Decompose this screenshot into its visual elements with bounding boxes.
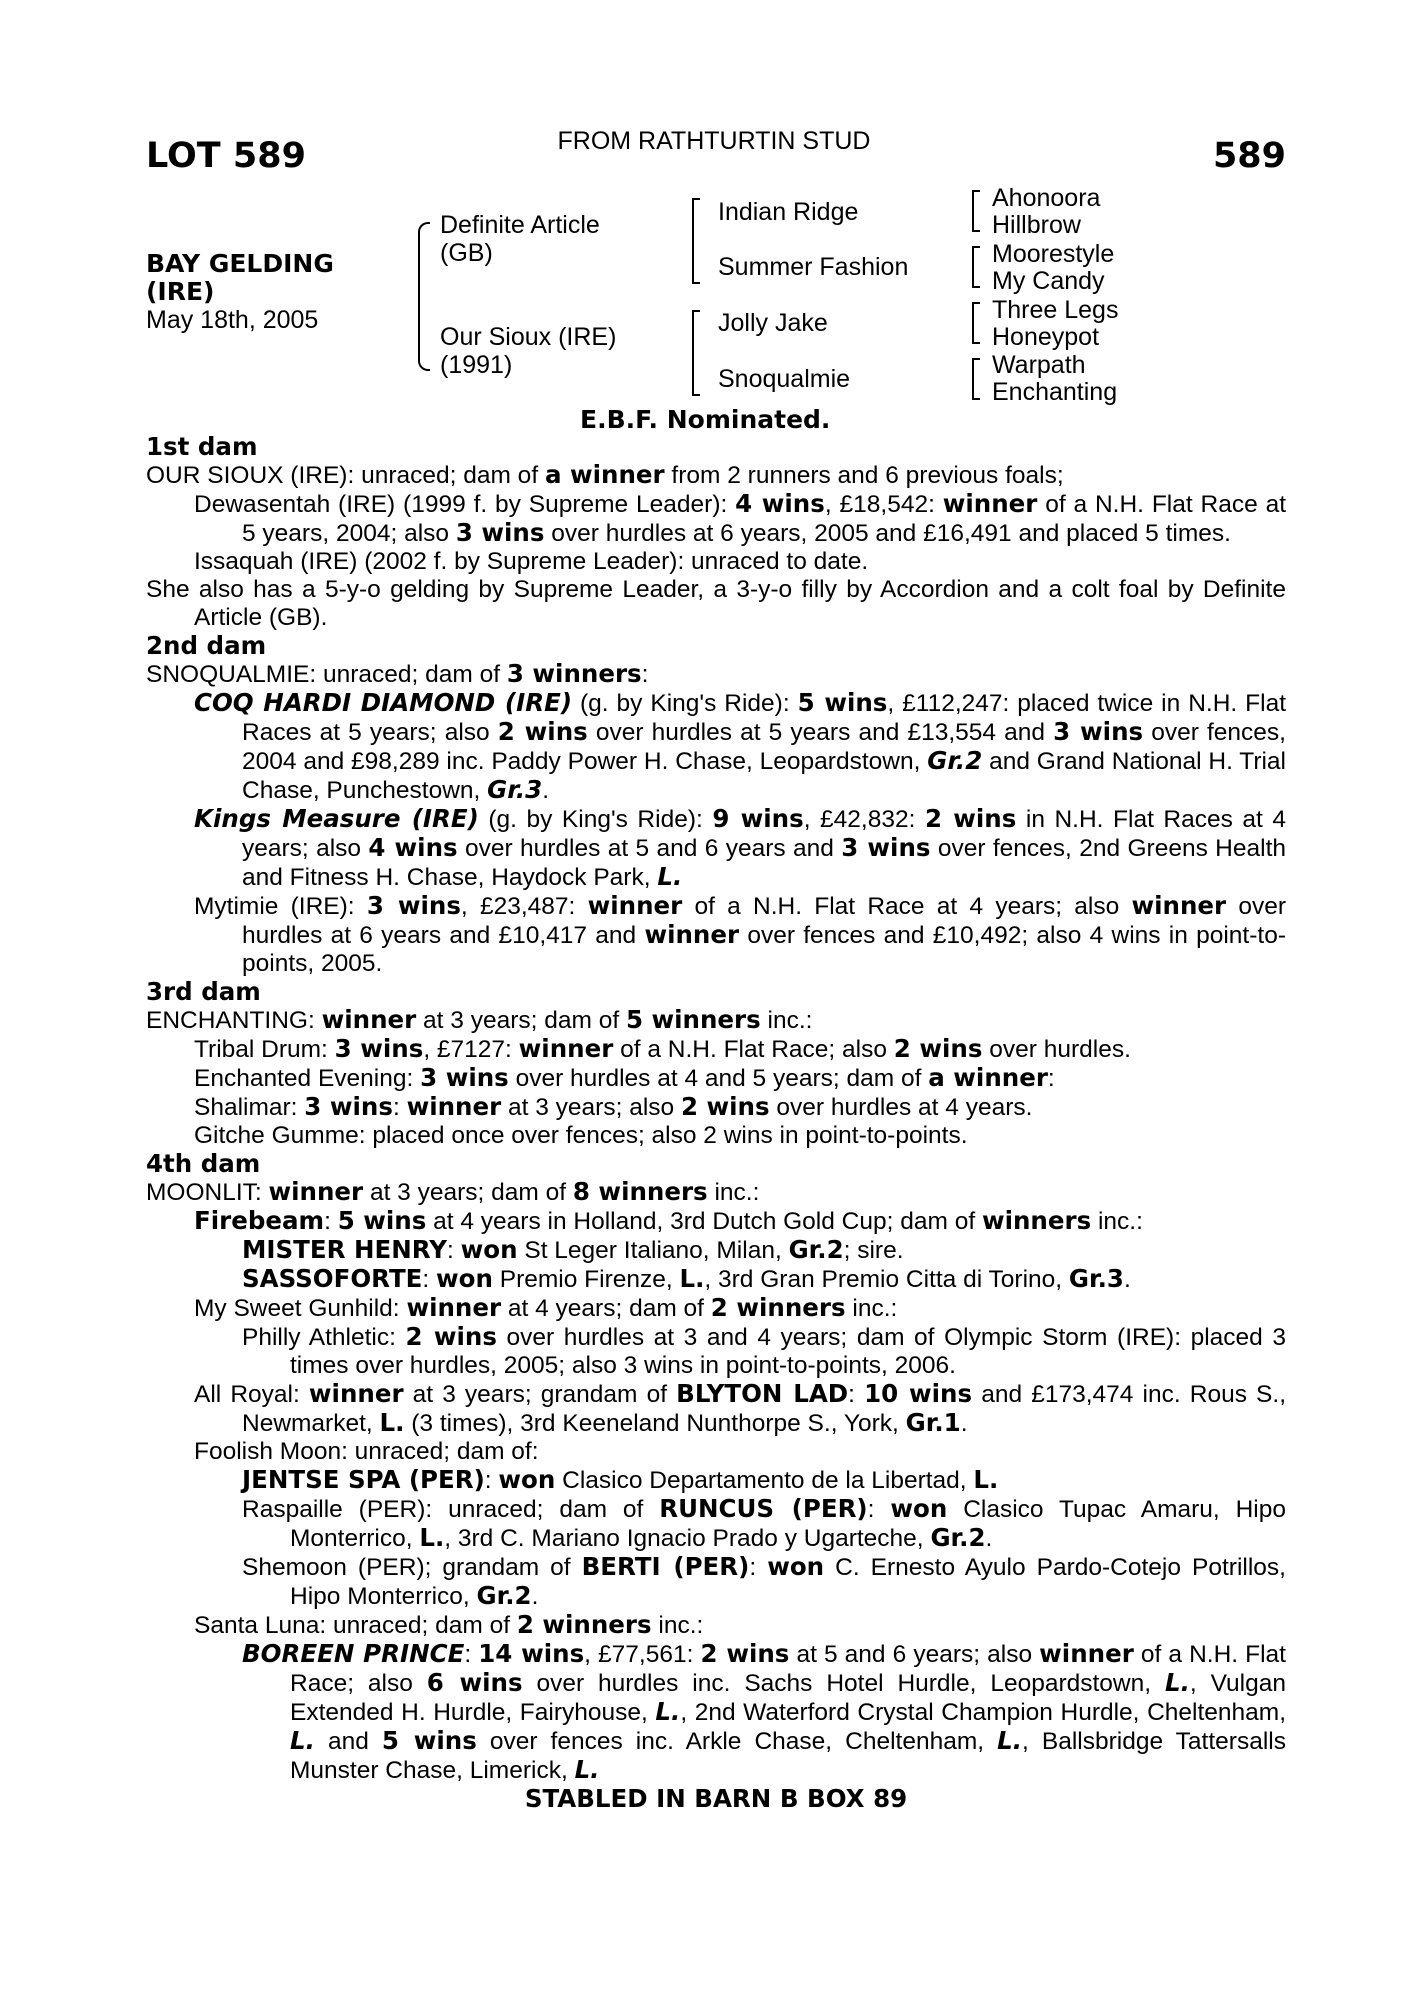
sire-name: Definite Article — [440, 211, 600, 239]
produce-entry: All Royal: winner at 3 years; grandam of BLYTON LAD: 10 wins and £173,474 inc. Rous S., Newmarket, L. (3 times), 3rd Keeneland Nunthorpe S., York, Gr.1. — [194, 1379, 1287, 1437]
gen3-2: Hillbrow — [992, 211, 1081, 239]
produce-entry: Santa Luna: unraced; dam of 2 winners inc.: — [194, 1610, 704, 1639]
dam-name: Our Sioux (IRE) — [440, 323, 617, 351]
produce-entry: Firebeam: 5 wins at 4 years in Holland, 3rd Dutch Gold Cup; dam of winners inc.: — [194, 1206, 1143, 1235]
lot-number: 589 — [1212, 136, 1286, 176]
section-heading: 4th dam — [146, 1149, 261, 1178]
foaling-date: May 18th, 2005 — [146, 306, 319, 334]
dam-sire: Jolly Jake — [718, 309, 828, 337]
dam-entry: SNOQUALMIE: unraced; dam of 3 winners: — [146, 659, 649, 688]
produce-entry: My Sweet Gunhild: winner at 4 years; dam of 2 winners inc.: — [194, 1293, 898, 1322]
brace-dd — [972, 358, 980, 400]
dam-entry: ENCHANTING: winner at 3 years; dam of 5 winners inc.: — [146, 1005, 813, 1034]
brace-sd — [972, 246, 980, 288]
brace-dam — [692, 310, 700, 396]
sire-dam: Summer Fashion — [718, 253, 909, 281]
produce-entry: BOREEN PRINCE: 14 wins, £77,561: 2 wins at 5 and 6 years; also winner of a N.H. Flat Race; also 6 wins over hurdles inc. Sachs Hotel Hurdle, Leopardstown, L., Vulgan Extended H. Hurdle, Fairyhouse, L., 2nd Waterford Crystal Champion Hurdle, Cheltenham, L. and 5 wins over fences inc. Arkle Chase, Cheltenham, L., Ballsbridge Tattersalls Munster Chase, Limerick, L. — [242, 1639, 1287, 1784]
brace-ds — [972, 302, 980, 344]
dam-year: (1991) — [440, 351, 513, 379]
brace-ss — [972, 190, 980, 232]
subject-origin: (IRE) — [146, 277, 215, 306]
section-heading: 1st dam — [146, 432, 258, 461]
produce-entry: Gitche Gumme: placed once over fences; also 2 wins in point-to-points. — [194, 1122, 968, 1149]
subject-type: BAY GELDING — [146, 249, 334, 278]
brace-gen1 — [418, 222, 430, 371]
gen3-4: My Candy — [992, 267, 1105, 295]
produce-entry: Enchanted Evening: 3 wins over hurdles at 4 and 5 years; dam of a winner: — [194, 1063, 1055, 1092]
produce-entry: SASSOFORTE: won Premio Firenze, L., 3rd Gran Premio Citta di Torino, Gr.3. — [242, 1264, 1131, 1293]
gen3-3: Moorestyle — [992, 240, 1115, 268]
gen3-8: Enchanting — [992, 378, 1118, 406]
catalogue-body — [146, 433, 1286, 1813]
produce-entry: Foolish Moon: unraced; dam of: — [194, 1438, 539, 1465]
produce-entry: Tribal Drum: 3 wins, £7127: winner of a N.H. Flat Race; also 2 wins over hurdles. — [194, 1034, 1131, 1063]
section-heading: 2nd dam — [146, 631, 267, 660]
dam-dam: Snoqualmie — [718, 365, 851, 393]
produce-entry: JENTSE SPA (PER): won Clasico Departamento de la Libertad, L. — [242, 1465, 999, 1494]
source-stud: FROM RATHTURTIN STUD — [557, 127, 871, 155]
produce-entry: Raspaille (PER): unraced; dam of RUNCUS (PER): won Clasico Tupac Amaru, Hipo Monterrico, L., 3rd C. Mariano Ignacio Prado y Ugarteche, Gr.2. — [242, 1494, 1286, 1552]
dam-entry: MOONLIT: winner at 3 years; dam of 8 winners inc.: — [146, 1177, 760, 1206]
dam-entry: OUR SIOUX (IRE): unraced; dam of a winner from 2 runners and 6 previous foals; — [146, 460, 1064, 489]
produce-entry: Philly Athletic: 2 wins over hurdles at 3 and 4 years; dam of Olympic Storm (IRE): placed 3 times over hurdles, 2005; also 3 wins in point-to-points, 2006. — [242, 1322, 1286, 1379]
ebf-status: E.B.F. Nominated. — [580, 405, 831, 434]
produce-entry: Mytimie (IRE): 3 wins, £23,487: winner of a N.H. Flat Race at 4 years; also winner over hurdles at 6 years and £10,417 and winner over fences and £10,492; also 4 wins in point-to-points, 2005. — [194, 891, 1286, 977]
produce-entry: Issaquah (IRE) (2002 f. by Supreme Leader): unraced to date. — [194, 548, 869, 575]
gen3-6: Honeypot — [992, 323, 1100, 351]
produce-entry: Dewasentah (IRE) (1999 f. by Supreme Leader): 4 wins, £18,542: winner of a N.H. Flat Race at 5 years, 2004; also 3 wins over hurdles at 6 years, 2005 and £16,491 and placed 5 times. — [194, 489, 1287, 547]
gen3-5: Three Legs — [992, 296, 1119, 324]
gen3-7: Warpath — [992, 351, 1086, 379]
stabling-info: STABLED IN BARN B BOX 89 — [524, 1784, 908, 1813]
produce-entry: MISTER HENRY: won St Leger Italiano, Milan, Gr.2; sire. — [242, 1235, 904, 1264]
subject-block — [146, 250, 334, 334]
brace-sire — [692, 198, 700, 284]
produce-entry: Shemoon (PER); grandam of BERTI (PER): won C. Ernesto Ayulo Pardo-Cotejo Potrillos, Hipo Monterrico, Gr.2. — [242, 1552, 1286, 1610]
produce-entry: Shalimar: 3 wins: winner at 3 years; also 2 wins over hurdles at 4 years. — [194, 1092, 1033, 1121]
sire-origin: (GB) — [440, 239, 493, 267]
produce-entry: Kings Measure (IRE) (g. by King's Ride): 9 wins, £42,832: 2 wins in N.H. Flat Races at 4 years; also 4 wins over hurdles at 5 and 6 years and 3 wins over fences, 2nd Greens Health and Fitness H. Chase, Haydock Park, L. — [194, 804, 1287, 891]
lot-label: LOT 589 — [146, 136, 306, 176]
produce-entry: COQ HARDI DIAMOND (IRE) (g. by King's Ride): 5 wins, £112,247: placed twice in N.H. Flat Races at 5 years; also 2 wins over hurdles at 5 years and £13,554 and 3 wins over fences, 2004 and £98,289 inc. Paddy Power H. Chase, Leopardstown, Gr.2 and Grand National H. Trial Chase, Punchestown, Gr.3. — [194, 688, 1286, 804]
gen3-1: Ahonoora — [992, 184, 1101, 212]
section-heading: 3rd dam — [146, 977, 261, 1006]
produce-note: She also has a 5-y-o gelding by Supreme Leader, a 3-y-o filly by Accordion and a colt foal by Definite Article (GB). — [146, 576, 1286, 631]
sire-sire: Indian Ridge — [718, 198, 859, 226]
